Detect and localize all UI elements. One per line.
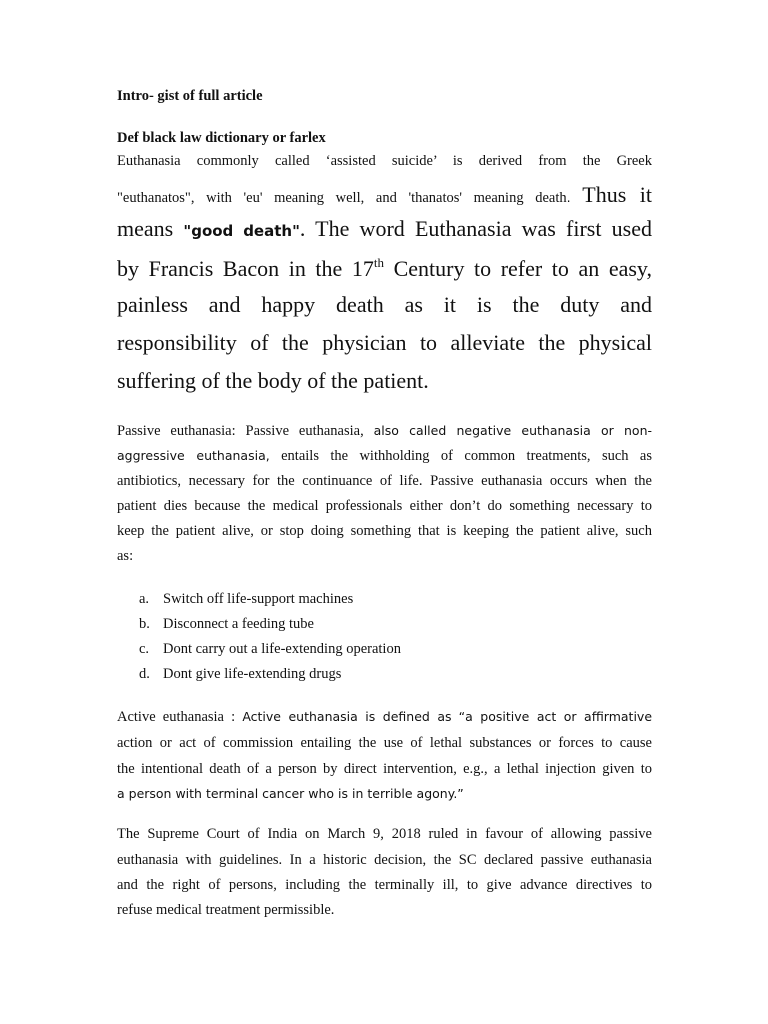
text-span: “a positive act or affirmative [458,709,653,724]
text-span: patient dies because the medical professionals [117,498,403,514]
text-line: Euthanasia commonly called ‘assisted suicide’ is derived from the Greek [117,153,652,169]
text-line: painless and happy death as it is the duty and [117,292,652,317]
text-span: Century to refer to an easy, [393,256,652,281]
text-span: "good death" [183,222,300,240]
heading-definition: Def black law dictionary or farlex [117,130,326,146]
text-line [117,709,652,726]
text-line [117,448,652,465]
text-line: responsibility of the physician to alleviate the physical [117,330,652,355]
text-span: Active euthanasia is defined as [242,709,452,724]
text-line: keep the patient alive, or stop doing something that is keeping the patient alive, such [117,523,652,539]
list-item-text: Disconnect a feeding tube [163,616,314,632]
list-marker: c. [139,641,150,657]
text-span: entails the withholding of common treatments, such as [281,448,652,464]
text-line [117,182,652,211]
text-span: Passive euthanasia: Passive euthanasia, [117,423,364,439]
text-line [117,423,652,440]
text-line: refuse medical treatment permissible. [117,902,335,918]
text-span: by Francis Bacon in the 17 [117,256,374,281]
text-span: either don’t do something necessary to [409,498,652,514]
text-span: Thus it [582,182,652,207]
text-line [117,498,652,515]
text-span: . [566,190,571,205]
text-line: a person with terminal cancer who is in terrible agony.” [117,786,464,801]
text-span: means [117,216,174,241]
superscript: th [373,255,384,270]
text-line [117,216,652,242]
list-item [139,666,341,683]
text-line: suffering of the body of the patient. [117,368,429,393]
text-line: as: [117,548,134,564]
list-item [139,641,401,658]
list-item-text: Switch off life-support machines [163,591,354,607]
text-span: Active euthanasia : [117,709,236,725]
text-line: antibiotics, necessary for the continuance of life. Passive euthanasia occurs when the [117,473,652,489]
text-span: "euthanatos", with 'eu' meaning well, and 'thanatos' meaning death [117,190,567,206]
text-line: The Supreme Court of India on March 9, 2018 ruled in favour of allowing passive [117,826,652,842]
list-marker: d. [139,666,150,682]
text-line: euthanasia with guidelines. In a historic decision, the SC declared passive euthanasia [117,852,652,868]
list-marker: a. [139,591,150,607]
list-item-text: Dont carry out a life-extending operation [163,641,401,657]
text-line: action or act of commission entailing the use of lethal substances or forces to cause [117,735,652,751]
heading-intro: Intro- gist of full article [117,88,263,104]
text-line: the intentional death of a person by direct intervention, e.g., a lethal injection given to [117,761,652,777]
text-span: also called negative euthanasia or non- [373,423,653,438]
list-item-text: Dont give life-extending drugs [163,666,342,682]
list-item [139,616,314,633]
text-line [117,256,652,282]
text-span: aggressive euthanasia, [117,448,270,463]
list-marker: b. [139,616,150,632]
text-span: . The word Euthanasia was first used [299,216,652,241]
list-item [139,591,353,608]
text-line: and the right of persons, including the terminally ill, to give advance directives to [117,877,652,893]
